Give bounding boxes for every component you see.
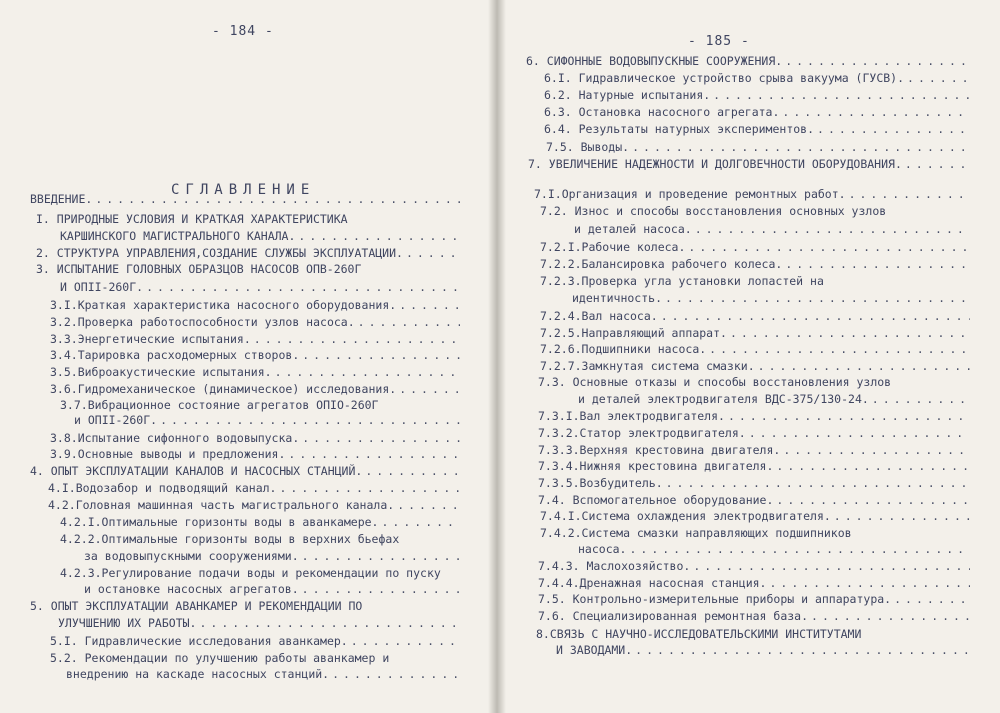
- toc-entry: [534, 187, 970, 201]
- toc-entry: [538, 443, 970, 457]
- toc-entry-text: 7.4.I.Система охлаждения электродвигателя.: [540, 509, 831, 523]
- toc-dot-leader: [758, 359, 970, 373]
- toc-entry: [540, 342, 970, 356]
- toc-entry-text: 7.4.4.Дренажная насосная станция.: [538, 576, 767, 590]
- toc-entry-text: 7.3.5.Возбудитель.: [538, 476, 663, 490]
- toc-dot-leader: [817, 122, 970, 136]
- toc-dot-leader: [730, 326, 970, 340]
- toc-dot-leader: [693, 559, 970, 573]
- toc-entry-text: 7. УВЕЛИЧЕНИЕ НАДЕЖНОСТИ И ДОЛГОВЕЧНОСТИ ОБОРУДОВАНИЯ.: [528, 157, 902, 171]
- toc-entry-text: 6.4. Результаты натурных экспериментов.: [544, 122, 815, 136]
- toc-dot-leader: [332, 667, 460, 681]
- toc-entry-text: 7.3.2.Статор электродвигателя.: [538, 426, 746, 440]
- toc-entry-text: И ЗАВОДАМИ.: [556, 643, 633, 657]
- toc-entry-text: 6.2. Натурные испытания.: [544, 88, 711, 102]
- book-gutter-shadow: [488, 0, 506, 713]
- toc-dot-leader: [160, 413, 460, 427]
- toc-dot-leader: [279, 481, 460, 495]
- toc-entry: [538, 426, 970, 440]
- toc-dot-leader: [713, 88, 970, 102]
- toc-dot-leader: [199, 616, 460, 630]
- toc-entry: [60, 229, 460, 243]
- toc-heading: СГЛАВЛЕНИЕ: [171, 182, 316, 198]
- toc-dot-leader: [351, 634, 460, 648]
- toc-dot-leader: [397, 498, 460, 512]
- toc-dot-leader: [302, 549, 460, 563]
- toc-entry: [540, 326, 970, 340]
- toc-entry: [526, 54, 970, 68]
- toc-entry: [66, 667, 460, 681]
- toc-entry: [574, 222, 970, 236]
- toc-entry-text: 7.4.2.Система смазки направляющих подшипников: [540, 526, 852, 540]
- toc-entry: [84, 582, 460, 596]
- toc-entry: [540, 240, 970, 254]
- toc-entry-text: 7.3.I.Вал электродвигателя.: [538, 409, 725, 423]
- toc-entry-text: 7.3.4.Нижняя крестовина двигателя.: [538, 459, 774, 473]
- toc-entry: [540, 526, 970, 540]
- toc-entry-text: 8.СВЯЗЬ С НАУЧНО-ИССЛЕДОВАТЕЛЬСКИМИ ИНСТИТУТАМИ: [536, 627, 862, 641]
- page-number-left: - 184 -: [212, 24, 274, 39]
- toc-entry: [544, 105, 970, 119]
- toc-entry-text: 3.7.Вибрационное состояние агрегатов ОПIO-260Г: [60, 398, 379, 412]
- toc-entry: [50, 431, 460, 445]
- toc-right-column: [498, 0, 1000, 713]
- toc-entry-text: 5.I. Гидравлические исследования аванкамер.: [50, 634, 348, 648]
- toc-entry: [544, 88, 970, 102]
- toc-dot-leader: [695, 222, 970, 236]
- toc-left-column: [0, 0, 497, 713]
- toc-dot-leader: [769, 576, 970, 590]
- toc-entry-text: ВВЕДЕНИЕ.: [30, 192, 93, 206]
- toc-dot-leader: [95, 192, 460, 206]
- toc-entry-text: 3.6.Гидромеханическое (динамическое) исследования.: [50, 382, 397, 396]
- toc-entry-text: 7.6. Специализированная ремонтная база.: [538, 609, 809, 623]
- toc-entry: [536, 627, 970, 641]
- toc-entry-text: 7.5. Выводы.: [546, 140, 630, 154]
- toc-entry-text: насоса.: [578, 542, 627, 556]
- toc-entry-text: за водовыпускными сооружениями.: [84, 549, 299, 563]
- toc-dot-leader: [288, 447, 460, 461]
- toc-entry: [540, 309, 970, 323]
- toc-entry-text: 7.5. Контрольно-измерительные приборы и аппаратура.: [538, 592, 892, 606]
- toc-dot-leader: [894, 592, 970, 606]
- toc-entry: [50, 447, 460, 461]
- toc-entry: [50, 298, 460, 312]
- toc-entry-text: 6. СИФОННЫЕ ВОДОВЫПУСКНЫЕ СООРУЖЕНИЯ.: [526, 54, 783, 68]
- toc-entry-text: 5. ОПЫТ ЭКСПЛУАТАЦИИ АВАНКАМЕР И РЕКОМЕНДАЦИИ ПО: [30, 599, 363, 613]
- toc-entry-text: и деталей электродвигателя ВДС-375/130-24.: [578, 392, 869, 406]
- page-number-right: - 185 -: [688, 34, 750, 49]
- toc-entry: [36, 246, 460, 260]
- toc-entry: [538, 609, 970, 623]
- toc-entry: [538, 459, 970, 473]
- toc-entry-text: 3.8.Испытание сифонного водовыпуска.: [50, 431, 300, 445]
- toc-entry: [544, 122, 970, 136]
- toc-entry-text: 3. ИСПЫТАНИЕ ГОЛОВНЫХ ОБРАЗЦОВ НАСОСОВ ОПВ-260Г: [36, 262, 362, 276]
- toc-entry-text: 7.2.4.Вал насоса.: [540, 309, 658, 323]
- toc-entry: [30, 192, 460, 206]
- toc-entry-text: 7.3.3.Верхняя крестовина двигателя.: [538, 443, 781, 457]
- toc-dot-leader: [382, 515, 461, 529]
- toc-entry: [30, 464, 460, 478]
- toc-entry-text: 4.2.Головная машинная часть магистрального канала.: [48, 498, 395, 512]
- toc-entry: [50, 348, 460, 362]
- toc-dot-leader: [665, 291, 970, 305]
- toc-entry: [556, 643, 970, 657]
- toc-entry: [74, 413, 460, 427]
- toc-entry: [60, 515, 460, 529]
- toc-entry: [60, 532, 460, 546]
- toc-entry: [572, 291, 970, 305]
- toc-dot-leader: [776, 493, 970, 507]
- toc-entry: [578, 392, 970, 406]
- toc-dot-leader: [629, 542, 970, 556]
- toc-entry: [538, 559, 970, 573]
- toc-entry: [540, 257, 970, 271]
- toc-dot-leader: [834, 509, 970, 523]
- toc-entry: [544, 71, 970, 85]
- toc-dot-leader: [666, 476, 970, 490]
- toc-dot-leader: [254, 332, 460, 346]
- toc-entry: [50, 315, 460, 329]
- toc-entry-text: 5.2. Рекомендации по улучшению работы аванкамер и: [50, 651, 390, 665]
- toc-entry-text: 3.5.Виброакустические испытания.: [50, 365, 272, 379]
- toc-entry: [50, 651, 460, 665]
- toc-entry-text: 7.2.5.Направляющий аппарат.: [540, 326, 727, 340]
- toc-dot-leader: [709, 342, 970, 356]
- toc-entry: [58, 616, 460, 630]
- toc-entry-text: 4.I.Водозабор и подводящий канал.: [48, 481, 277, 495]
- toc-entry-text: 3.I.Краткая характеристика насосного оборудования.: [50, 298, 397, 312]
- toc-dot-leader: [849, 187, 970, 201]
- right-page: [498, 0, 1000, 713]
- toc-entry-text: 3.9.Основные выводы и предложения.: [50, 447, 286, 461]
- toc-dot-leader: [146, 280, 460, 294]
- toc-dot-leader: [785, 54, 970, 68]
- toc-entry: [540, 204, 970, 218]
- toc-entry: [36, 262, 460, 276]
- toc-entry-text: 2. СТРУКТУРА УПРАВЛЕНИЯ,СОЗДАНИЕ СЛУЖБЫ ЭКСПЛУАТАЦИИ.: [36, 246, 403, 260]
- toc-entry: [578, 542, 970, 556]
- toc-entry: [538, 409, 970, 423]
- toc-entry: [540, 509, 970, 523]
- toc-dot-leader: [365, 464, 460, 478]
- toc-entry-text: 6.3. Остановка насосного агрегата.: [544, 105, 780, 119]
- toc-entry-text: 7.2.3.Проверка угла установки лопастей на: [540, 274, 824, 288]
- toc-entry-text: 7.2.2.Балансировка рабочего колеса.: [540, 257, 783, 271]
- toc-entry-text: внедрению на каскаде насосных станций.: [66, 667, 330, 681]
- toc-entry-text: идентичность.: [572, 291, 663, 305]
- toc-entry: [48, 498, 460, 512]
- toc-dot-leader: [298, 229, 460, 243]
- toc-dot-leader: [406, 246, 460, 260]
- toc-entry-text: 6.I. Гидравлическое устройство срыва вакуума (ГУСВ).: [544, 71, 905, 85]
- toc-entry-text: 7.2.6.Подшипники насоса.: [540, 342, 707, 356]
- toc-entry: [60, 398, 460, 412]
- toc-entry: [538, 576, 970, 590]
- toc-entry: [84, 549, 460, 563]
- toc-entry-text: и остановке насосных агрегатов.: [84, 582, 299, 596]
- toc-entry-text: и деталей насоса.: [574, 222, 692, 236]
- toc-entry: [538, 375, 970, 389]
- toc-dot-leader: [782, 105, 970, 119]
- toc-entry-text: 7.2.I.Рабочие колеса.: [540, 240, 686, 254]
- toc-dot-leader: [785, 257, 970, 271]
- toc-dot-leader: [632, 140, 970, 154]
- toc-entry-text: 4.2.2.Оптимальные горизонты воды в верхних бьефах: [60, 532, 400, 546]
- toc-entry: [546, 140, 970, 154]
- toc-dot-leader: [783, 443, 970, 457]
- toc-entry: [50, 365, 460, 379]
- toc-dot-leader: [688, 240, 970, 254]
- toc-entry: [538, 592, 970, 606]
- toc-entry-text: 7.2.7.Замкнутая система смазки.: [540, 359, 755, 373]
- toc-dot-leader: [399, 298, 460, 312]
- toc-dot-leader: [905, 157, 970, 171]
- toc-entry-text: 7.I.Организация и проведение ремонтных работ.: [534, 187, 846, 201]
- toc-entry: [50, 382, 460, 396]
- toc-dot-leader: [302, 582, 460, 596]
- toc-entry-text: 7.4. Вспомогательное оборудование.: [538, 493, 774, 507]
- toc-entry-text: 3.2.Проверка работоспособности узлов насоса.: [50, 315, 355, 329]
- toc-dot-leader: [275, 365, 460, 379]
- toc-entry-text: 4.2.3.Регулирование подачи воды и рекомендации по пуску: [60, 566, 441, 580]
- toc-entry-text: И ОПII-260Г.: [60, 280, 144, 294]
- toc-entry-text: 3.3.Энергетические испытания.: [50, 332, 251, 346]
- toc-entry-text: 7.4.3. Маслохозяйство.: [538, 559, 691, 573]
- toc-entry-text: КАРШИНСКОГО МАГИСТРАЛЬНОГО КАНАЛА.: [60, 229, 296, 243]
- toc-dot-leader: [811, 609, 970, 623]
- toc-entry: [50, 634, 460, 648]
- toc-entry-text: 7.2. Износ и способы восстановления основных узлов: [540, 204, 887, 218]
- toc-dot-leader: [302, 348, 460, 362]
- toc-dot-leader: [358, 315, 460, 329]
- toc-entry: [540, 274, 970, 288]
- toc-entry: [48, 481, 460, 495]
- toc-entry: [528, 157, 970, 171]
- left-page: [0, 0, 497, 713]
- toc-entry-text: 4. ОПЫТ ЭКСПЛУАТАЦИИ КАНАЛОВ И НАСОСНЫХ СТАНЦИЙ.: [30, 464, 363, 478]
- toc-entry-text: 7.3. Основные отказы и способы восстановления узлов: [538, 375, 892, 389]
- toc-entry: [538, 493, 970, 507]
- toc-dot-leader: [635, 643, 970, 657]
- toc-dot-leader: [399, 382, 460, 396]
- toc-entry-text: УЛУЧШЕНИЮ ИХ РАБОТЫ.: [58, 616, 197, 630]
- toc-entry-text: I. ПРИРОДНЫЕ УСЛОВИЯ И КРАТКАЯ ХАРАКТЕРИСТИКА: [36, 212, 348, 226]
- toc-dot-leader: [661, 309, 970, 323]
- toc-dot-leader: [302, 431, 460, 445]
- toc-dot-leader: [872, 392, 970, 406]
- toc-dot-leader: [776, 459, 970, 473]
- toc-entry-text: 4.2.I.Оптимальные горизонты воды в аванкамере.: [60, 515, 379, 529]
- toc-entry: [50, 332, 460, 346]
- toc-entry: [30, 599, 460, 613]
- toc-dot-leader: [749, 426, 970, 440]
- toc-dot-leader: [728, 409, 970, 423]
- toc-entry-text: и ОПII-260Г.: [74, 413, 158, 427]
- toc-entry: [60, 566, 460, 580]
- toc-entry: [538, 476, 970, 490]
- toc-entry: [60, 280, 460, 294]
- toc-entry-text: 3.4.Тарировка расходомерных створов.: [50, 348, 300, 362]
- toc-entry: [36, 212, 460, 226]
- toc-entry: [540, 359, 970, 373]
- toc-dot-leader: [907, 71, 970, 85]
